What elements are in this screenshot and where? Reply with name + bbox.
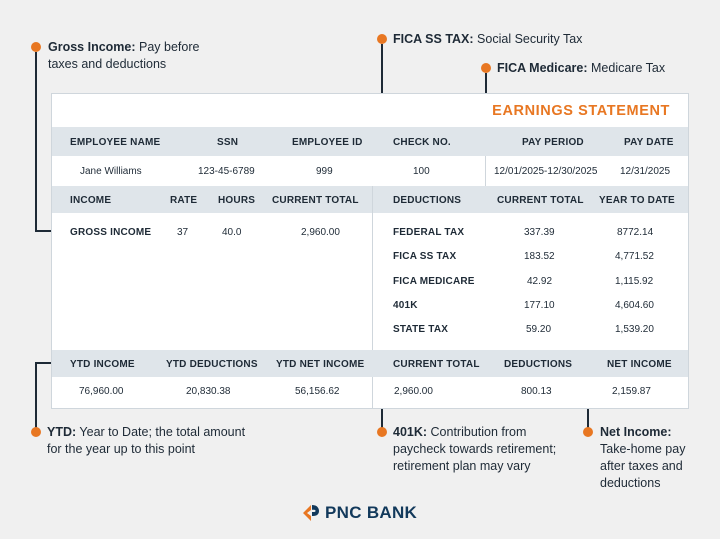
deduction-ytd: 4,604.60 xyxy=(615,300,654,311)
column-divider xyxy=(485,156,486,186)
callout-text: deductions xyxy=(600,476,661,490)
deduction-current: 59.20 xyxy=(526,324,552,335)
callout-title: 401K: xyxy=(393,425,428,439)
income-row-hours: 40.0 xyxy=(222,227,242,238)
header-income: INCOME xyxy=(70,195,112,206)
callout-text: Medicare Tax xyxy=(591,61,666,75)
deduction-label: FICA MEDICARE xyxy=(393,276,475,287)
deduction-current: 337.39 xyxy=(524,227,555,238)
statement-title: EARNINGS STATEMENT xyxy=(492,103,670,119)
callout-text: Social Security Tax xyxy=(477,32,583,46)
header-hours: HOURS xyxy=(218,195,256,206)
callout-title: FICA Medicare: xyxy=(497,61,588,75)
deduction-label: FEDERAL TAX xyxy=(393,227,465,238)
callout-dot-401k xyxy=(377,427,387,437)
callout-dot-ytd xyxy=(31,427,41,437)
header-totals-deductions: DEDUCTIONS xyxy=(504,359,573,370)
callout-dot-fica-ss xyxy=(377,34,387,44)
callout-text: paycheck towards retirement; xyxy=(393,442,557,456)
pnc-logo-icon xyxy=(301,503,321,523)
value-net-income: 2,159.87 xyxy=(612,386,651,397)
header-deductions-current-total: CURRENT TOTAL xyxy=(497,195,584,206)
callout-gross-income xyxy=(48,39,199,73)
value-employee-name: Jane Williams xyxy=(80,166,142,177)
deduction-ytd: 8772.14 xyxy=(617,227,654,238)
pnc-bank-logo xyxy=(301,501,417,525)
callout-text: after taxes and xyxy=(600,459,683,473)
income-header-band xyxy=(52,186,688,213)
income-row-rate: 37 xyxy=(177,227,189,238)
callout-fica-medicare xyxy=(497,60,665,77)
callout-dot-fica-medicare xyxy=(481,63,491,73)
callout-text: Take-home pay xyxy=(600,442,686,456)
callout-text: retirement plan may vary xyxy=(393,459,531,473)
value-current-deductions: 800.13 xyxy=(521,386,552,397)
value-check-no: 100 xyxy=(413,166,430,177)
deduction-ytd: 4,771.52 xyxy=(615,251,654,262)
deduction-label: 401K xyxy=(393,300,418,311)
callout-title: YTD: xyxy=(47,425,77,439)
value-ytd-net-income: 56,156.62 xyxy=(295,386,340,397)
callout-text: for the year up to this point xyxy=(47,442,196,456)
value-ssn: 123-45-6789 xyxy=(198,166,255,177)
deduction-label: FICA SS TAX xyxy=(393,251,457,262)
header-ytd-deductions: YTD DEDUCTIONS xyxy=(166,359,258,370)
header-pay-period: PAY PERIOD xyxy=(522,137,584,148)
callout-401k xyxy=(393,424,556,475)
callout-text: Year to Date; the total amount xyxy=(79,425,246,439)
callout-dot-gross-income xyxy=(31,42,41,52)
callout-title: FICA SS TAX: xyxy=(393,32,474,46)
header-current-total: CURRENT TOTAL xyxy=(272,195,359,206)
header-totals-current-total: CURRENT TOTAL xyxy=(393,359,480,370)
header-deductions: DEDUCTIONS xyxy=(393,195,462,206)
value-employee-id: 999 xyxy=(316,166,333,177)
income-row-label: GROSS INCOME xyxy=(70,227,152,238)
callout-text: taxes and deductions xyxy=(48,57,167,71)
deduction-ytd: 1,539.20 xyxy=(615,324,654,335)
value-ytd-deductions: 20,830.38 xyxy=(186,386,231,397)
callout-ytd xyxy=(47,424,245,458)
callout-net-income xyxy=(600,424,685,492)
deduction-current: 183.52 xyxy=(524,251,555,262)
header-net-income: NET INCOME xyxy=(607,359,672,370)
header-year-to-date: YEAR TO DATE xyxy=(599,195,675,206)
header-employee-id: EMPLOYEE ID xyxy=(292,137,363,148)
header-pay-date: PAY DATE xyxy=(624,137,674,148)
connector-line xyxy=(35,362,37,428)
value-pay-period: 12/01/2025-12/30/2025 xyxy=(494,166,598,177)
value-pay-date: 12/31/2025 xyxy=(620,166,671,177)
value-ytd-income: 76,960.00 xyxy=(79,386,124,397)
deduction-ytd: 1,115.92 xyxy=(615,276,654,287)
deduction-current: 42.92 xyxy=(527,276,553,287)
callout-text: Contribution from xyxy=(430,425,527,439)
connector-line xyxy=(35,52,37,232)
header-ytd-net-income: YTD NET INCOME xyxy=(276,359,365,370)
header-rate: RATE xyxy=(170,195,198,206)
callout-title: Net Income: xyxy=(600,425,672,439)
header-ytd-income: YTD INCOME xyxy=(70,359,135,370)
callout-text: Pay before xyxy=(139,40,200,54)
header-check-no: CHECK NO. xyxy=(393,137,451,148)
totals-header-band xyxy=(52,350,688,377)
income-row-current-total: 2,960.00 xyxy=(301,227,340,238)
callout-title: Gross Income: xyxy=(48,40,136,54)
deduction-label: STATE TAX xyxy=(393,324,449,335)
header-ssn: SSN xyxy=(217,137,239,148)
header-employee-name: EMPLOYEE NAME xyxy=(70,137,161,148)
value-current-total: 2,960.00 xyxy=(394,386,433,397)
deduction-current: 177.10 xyxy=(524,300,555,311)
callout-fica-ss xyxy=(393,31,582,48)
logo-text: PNC BANK xyxy=(325,503,418,522)
earnings-statement xyxy=(51,93,689,409)
callout-dot-net-income xyxy=(583,427,593,437)
